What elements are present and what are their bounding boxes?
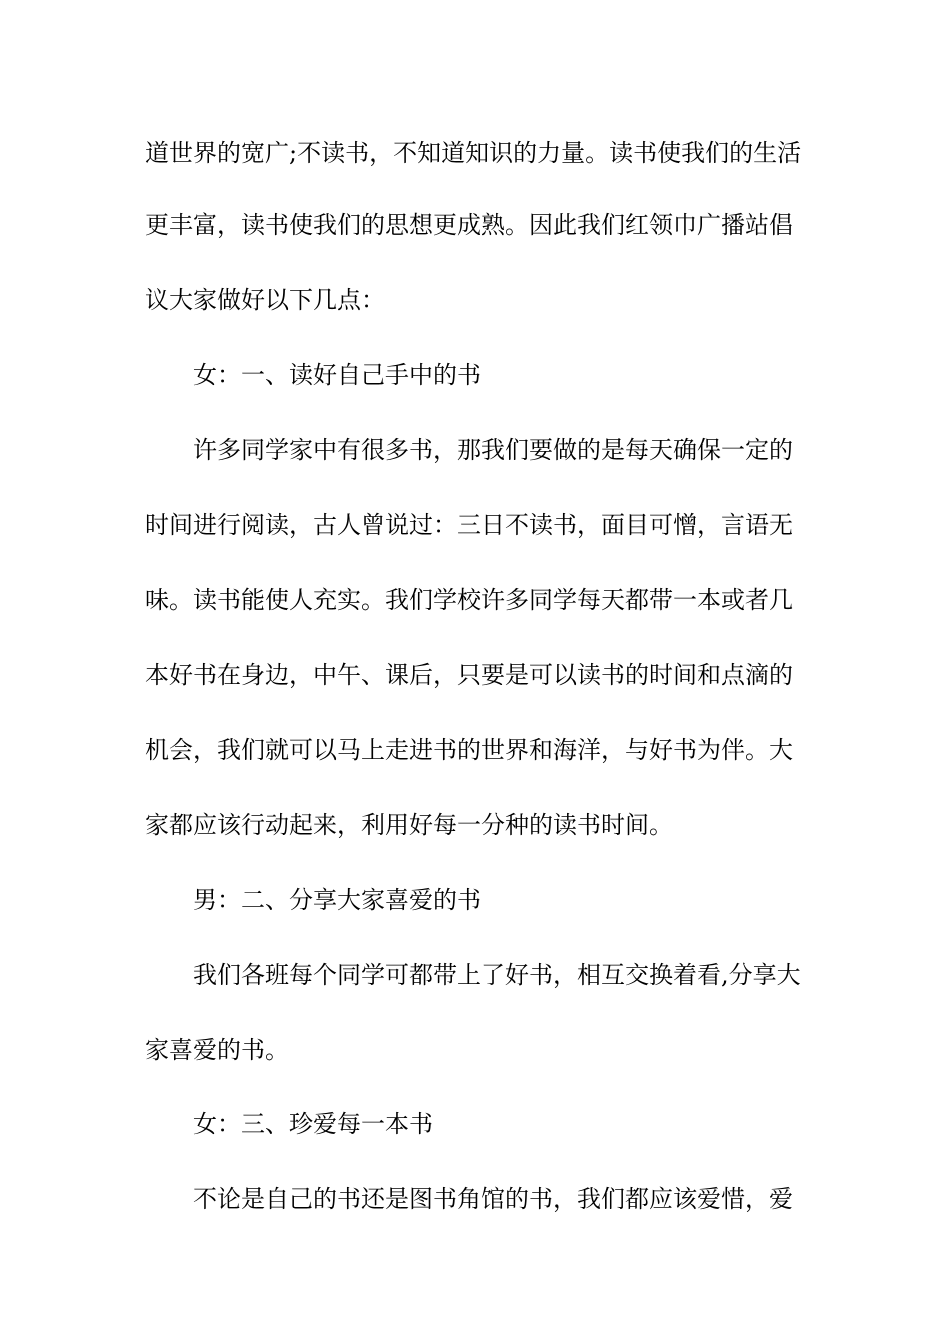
text-line: 更丰富，读书使我们的思想更成熟。因此我们红领巾广播站倡 [145, 211, 793, 239]
section-heading: 男：二、分享大家喜爱的书 [193, 886, 481, 914]
text-line: 道世界的宽广;不读书，不知道知识的力量。读书使我们的生活 [145, 139, 802, 167]
text-line: 家喜爱的书。 [145, 1036, 289, 1064]
text-line: 我们各班每个同学可都带上了好书，相互交换着看,分享大 [193, 961, 801, 989]
text-line: 时间进行阅读，古人曾说过：三日不读书，面目可憎，言语无 [145, 511, 793, 539]
text-line: 家都应该行动起来，利用好每一分种的读书时间。 [145, 811, 673, 839]
text-line: 不论是自己的书还是图书角馆的书，我们都应该爱惜，爱 [193, 1185, 793, 1213]
text-line: 味。读书能使人充实。我们学校许多同学每天都带一本或者几 [145, 586, 793, 614]
section-heading: 女：一、读好自己手中的书 [193, 361, 481, 389]
text-line: 许多同学家中有很多书，那我们要做的是每天确保一定的 [193, 436, 793, 464]
text-line: 议大家做好以下几点： [145, 286, 385, 314]
text-line: 机会，我们就可以马上走进书的世界和海洋，与好书为伴。大 [145, 736, 793, 764]
text-line: 本好书在身边，中午、课后，只要是可以读书的时间和点滴的 [145, 661, 793, 689]
section-heading: 女：三、珍爱每一本书 [193, 1110, 433, 1138]
